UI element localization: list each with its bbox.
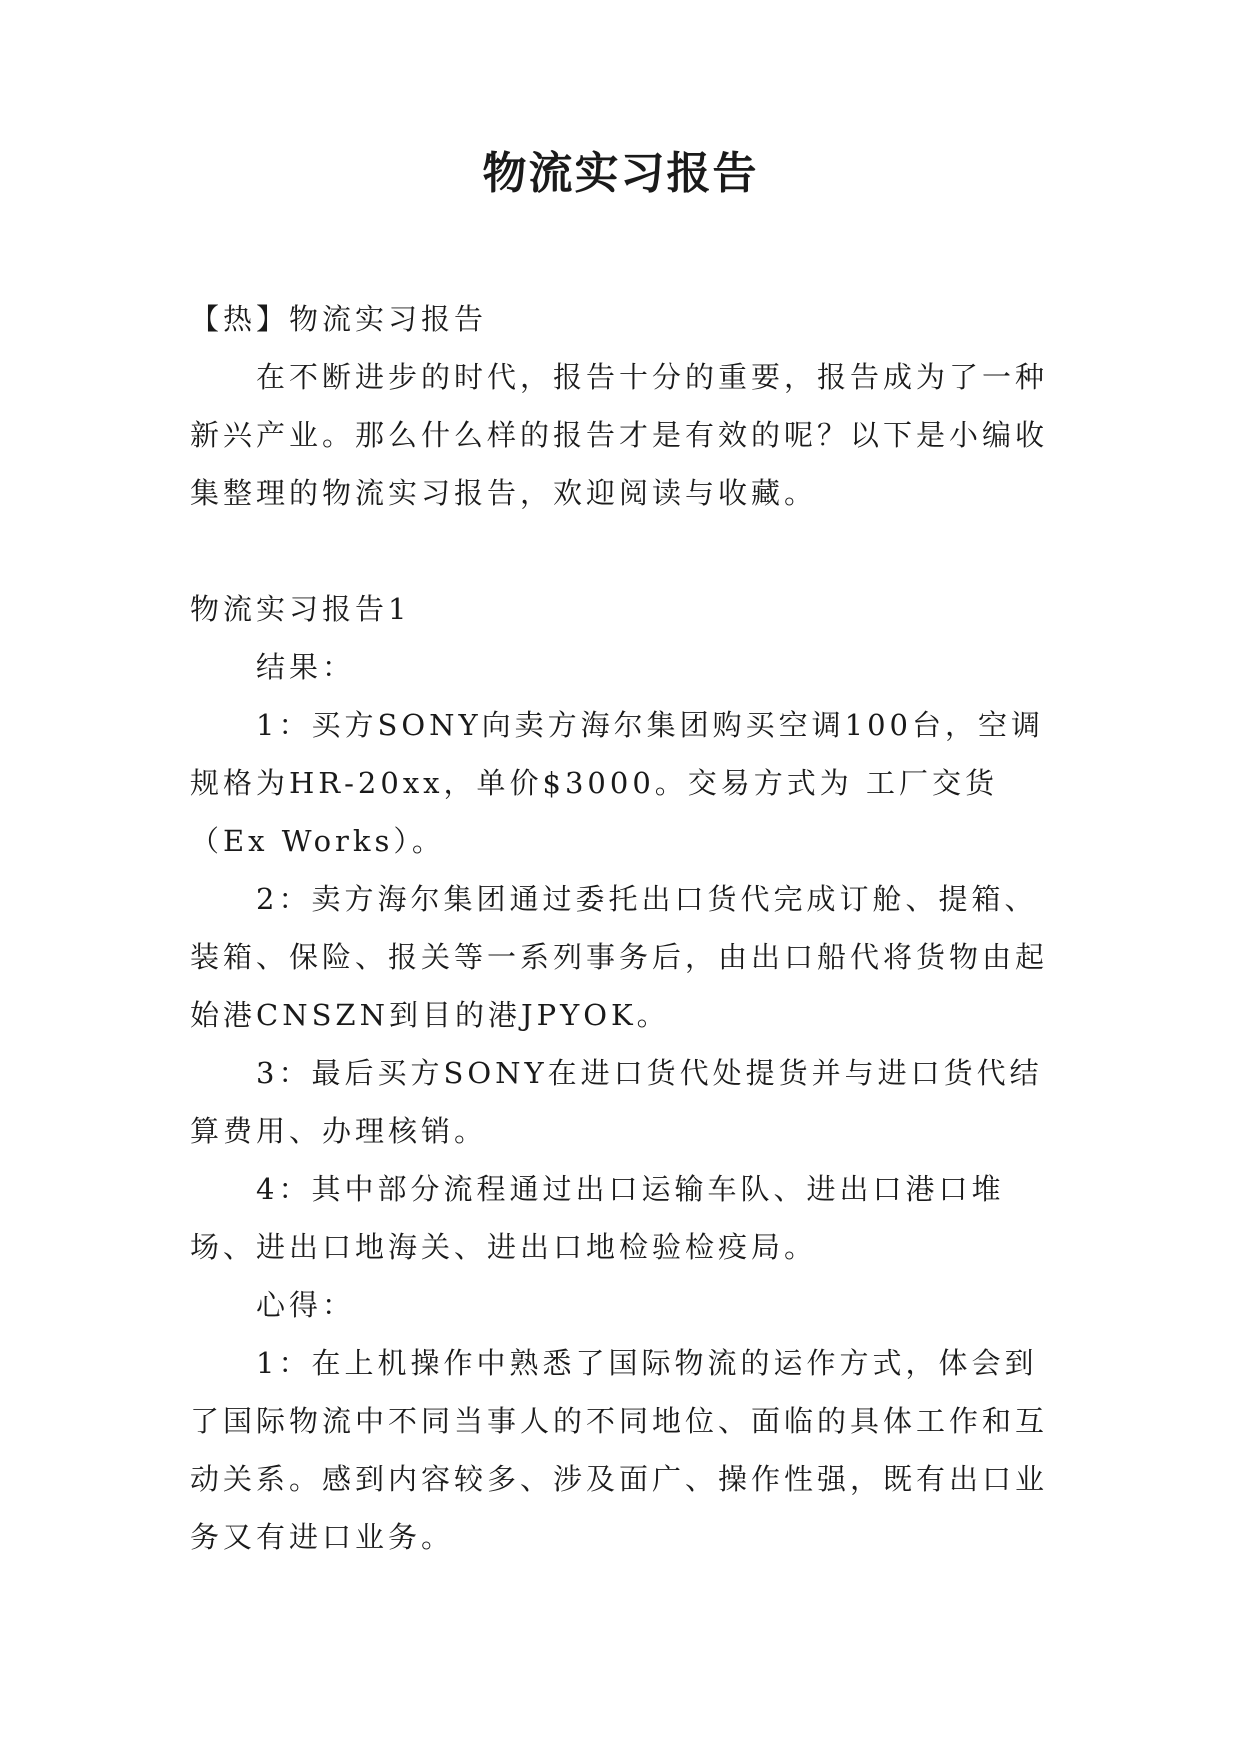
results-label: 结果：	[256, 650, 356, 684]
document-body	[190, 290, 1050, 1566]
lead-heading: 【热】物流实习报告	[190, 302, 488, 336]
intro-paragraph: 在不断进步的时代，报告十分的重要，报告成为了一种新兴产业。那么什么样的报告才是有效的呢？以下是小编收集整理的物流实习报告，欢迎阅读与收藏。	[190, 360, 1049, 510]
paragraph-spacer	[190, 522, 1050, 580]
insight-item-1: 1：在上机操作中熟悉了国际物流的运作方式，体会到了国际物流中不同当事人的不同地位、面临的具体工作和互动关系。感到内容较多、涉及面广、操作性强，既有出口业务又有进口业务。	[190, 1346, 1049, 1554]
result-item-3: 3：最后买方SONY在进口货代处提货并与进口货代结算费用、办理核销。	[190, 1056, 1043, 1148]
section-heading: 物流实习报告1	[190, 592, 411, 626]
insights-label: 心得：	[256, 1288, 356, 1322]
result-item-2: 2：卖方海尔集团通过委托出口货代完成订舱、提箱、装箱、保险、报关等一系列事务后，由出口船代将货物由起始港CNSZN到目的港JPYOK。	[190, 882, 1049, 1032]
document-title: 物流实习报告	[482, 148, 759, 199]
result-item-1: 1：买方SONY向卖方海尔集团购买空调100台，空调规格为HR-20xx，单价$3000。交易方式为 工厂交货（Ex Works）。	[190, 708, 1044, 858]
result-item-4: 4：其中部分流程通过出口运输车队、进出口港口堆场、进出口地海关、进出口地检验检疫局。	[190, 1172, 1005, 1264]
